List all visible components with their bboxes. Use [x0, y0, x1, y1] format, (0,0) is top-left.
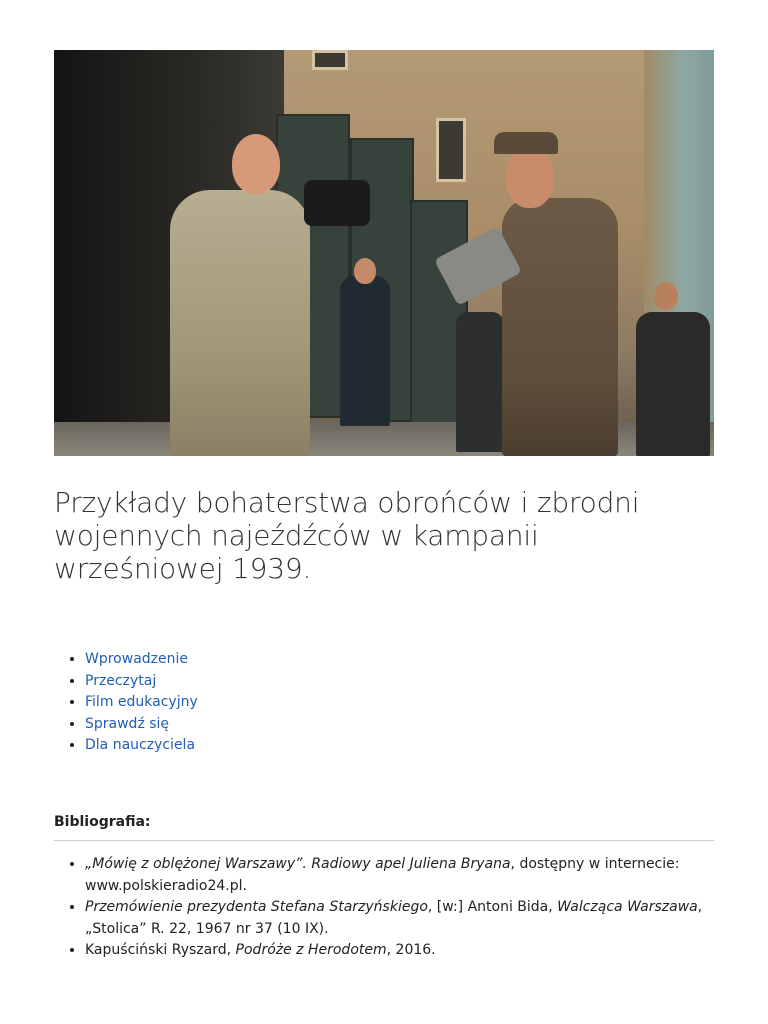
bibliography-entry	[85, 897, 715, 940]
entry-text: , dostępny w internecie: www.polskieradio24.pl.	[85, 856, 680, 894]
photo-worker-head	[654, 282, 678, 310]
nav-link-wprowadzenie[interactable]: Wprowadzenie	[85, 651, 188, 667]
page-title: Przykłady bohaterstwa obrońców i zbrodni wojennych najeźdźców w kampanii wrześniowej 1939.	[54, 486, 640, 585]
bibliography-entry	[85, 854, 715, 897]
bibliography-list	[54, 854, 715, 962]
photo-cameraman-head	[232, 134, 280, 194]
photo-bystander	[456, 312, 504, 452]
entry-author: Kapuściński Ryszard,	[85, 942, 236, 959]
nav-link-sprawdz-sie[interactable]: Sprawdź się	[85, 715, 170, 732]
entry-source-title: Walcząca Warszawa	[557, 899, 698, 916]
nav-item	[85, 649, 198, 671]
nav-item	[85, 692, 198, 714]
entry-source-text: , „Stolica” R. 22, 1967 nr 37 (10 IX).	[85, 899, 703, 937]
photo-soldier	[502, 198, 618, 456]
photo-worker	[636, 312, 710, 456]
nav-link-dla-nauczyciela[interactable]: Dla nauczyciela	[85, 737, 196, 754]
nav-link-przeczytaj[interactable]: Przeczytaj	[85, 672, 157, 689]
photo-film-camera	[304, 180, 370, 226]
entry-title: Podróże z Herodotem	[235, 942, 387, 959]
nav-item	[85, 714, 198, 736]
nav-link-film-edukacyjny[interactable]: Film edukacyjny	[85, 694, 198, 711]
photo-soldier-cap	[494, 132, 558, 154]
photo-bystander	[340, 276, 390, 426]
bibliography-entry	[85, 940, 715, 962]
nav-item	[85, 671, 198, 693]
entry-title: Przemówienie prezydenta Stefana Starzyńskiego	[85, 899, 428, 916]
photo-window	[436, 118, 466, 182]
photo-window	[312, 50, 348, 70]
photo-soldier-head	[506, 146, 554, 208]
photo-cameraman	[170, 190, 310, 456]
section-nav	[54, 649, 198, 757]
entry-text: , [w:] Antoni Bida,	[427, 899, 558, 916]
entry-title: „Mówię z oblężonej Warszawy”. Radiowy apel Juliena Bryana	[85, 856, 511, 872]
nav-item	[85, 735, 198, 757]
hero-photo	[54, 50, 714, 456]
bibliography-divider	[54, 840, 714, 841]
bibliography-heading: Bibliografia:	[54, 814, 151, 830]
entry-text: , 2016.	[386, 942, 436, 959]
photo-bystander-head	[354, 258, 376, 284]
